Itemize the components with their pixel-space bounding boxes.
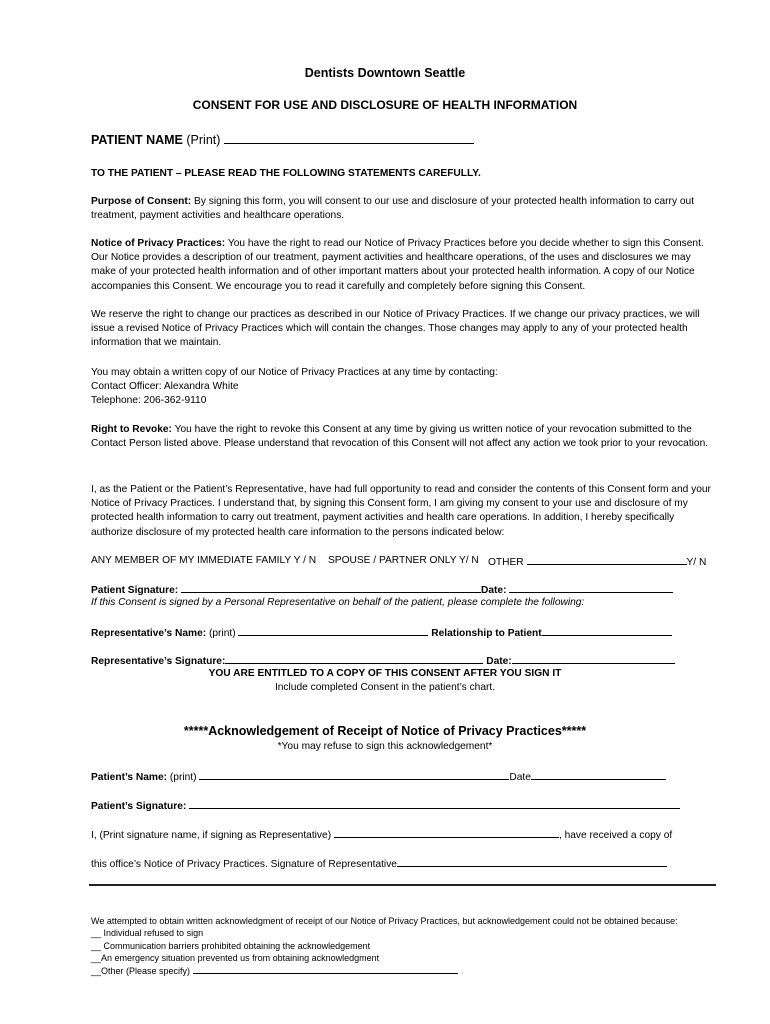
footer-other-field[interactable]	[193, 965, 458, 974]
footer-option-other-row	[91, 965, 458, 978]
rep-date-field[interactable]	[512, 653, 675, 664]
rep-name-label: Representative’s Name:	[91, 628, 207, 639]
patient-name-print: (Print)	[186, 133, 221, 147]
revoke-text: You have the right to revoke this Consent at any time by giving us written notice of your revocation submitted to the Contact Person listed above. Please understand that revocation of this Consent will not affect any action we took prior to your revocation.	[91, 424, 709, 450]
rep-date-label: Date:	[486, 656, 512, 667]
disclosure-other	[488, 554, 706, 570]
footer-option-emergency[interactable]: __An emergency situation prevented us from obtaining acknowledgment	[91, 953, 380, 963]
patient-name-field[interactable]	[224, 133, 474, 144]
section-divider	[89, 884, 716, 886]
footer-option-refused[interactable]: __ Individual refused to sign	[91, 928, 204, 938]
ack-patient-signature-field[interactable]	[189, 798, 680, 809]
ack-patient-name-label: Patient’s Name:	[91, 772, 168, 783]
patient-signature-label: Patient Signature:	[91, 585, 179, 596]
ack-print-sig-label: I, (Print signature name, if signing as Representative)	[91, 830, 332, 841]
ack-date-label: Date	[509, 772, 531, 783]
rep-note	[91, 596, 584, 610]
rep-name-field[interactable]	[238, 625, 428, 636]
rep-name-row	[91, 625, 672, 641]
rep-note-text: If this Consent is signed by a Personal Representative on behalf of the patient, please complete the following:	[91, 597, 585, 608]
revoke-heading: Right to Revoke:	[91, 424, 172, 435]
copy-text: You may obtain a written copy of our Notice of Privacy Practices at any time by contacting:	[91, 367, 498, 378]
clinic-name: Dentists Downtown Seattle	[304, 66, 466, 80]
ack-rep-signature-row	[91, 856, 667, 872]
disclosure-family[interactable]: ANY MEMBER OF MY IMMEDIATE FAMILY Y / N	[91, 555, 317, 566]
relationship-field[interactable]	[542, 625, 672, 636]
disclosure-other-field[interactable]	[527, 554, 687, 565]
ack-patient-signature-row	[91, 798, 680, 814]
form-title: CONSENT FOR USE AND DISCLOSURE OF HEALTH INFORMATION	[192, 98, 578, 112]
ack-received-copy: , have received a copy of	[558, 830, 673, 841]
notice-text: You have the right to read our Notice of Privacy Practices before you decide whether to sign this Consent. Our Notice provides a description of our treatment, payment activities and healthcare operations, of the uses and disclosures we may make of your protected health information and of other important matters about your protected health information. A copy of our Notice accompanies this Consent. We encourage you to read it carefully and completely before signing this Consent.	[91, 238, 704, 292]
include-chart-note: Include completed Consent in the patient’s chart.	[274, 682, 496, 693]
notice-paragraph	[91, 237, 716, 294]
ack-patient-signature-label: Patient’s Signature:	[91, 801, 187, 812]
purpose-paragraph	[91, 195, 716, 223]
rep-signature-label: Representative’s Signature:	[91, 656, 226, 667]
ack-rep-signature-field[interactable]	[397, 856, 667, 867]
entitled-notice: YOU ARE ENTITLED TO A COPY OF THIS CONSENT AFTER YOU SIGN IT	[208, 668, 562, 679]
patient-date-label: Date:	[481, 585, 507, 596]
disclosure-spouse[interactable]: SPOUSE / PARTNER ONLY Y/ N	[328, 555, 479, 566]
ack-patient-name-print: (print)	[169, 772, 197, 783]
relationship-label: Relationship to Patient	[431, 628, 542, 639]
footer-option-barriers[interactable]: __ Communication barriers prohibited obtaining the acknowledgement	[91, 941, 371, 951]
ack-print-sig-row	[91, 827, 672, 843]
patient-name-label: PATIENT NAME	[91, 133, 183, 147]
notice-heading: Notice of Privacy Practices:	[91, 238, 226, 249]
telephone: Telephone: 206-362-9110	[91, 395, 207, 406]
authorization-paragraph: I, as the Patient or the Patient’s Representative, have had full opportunity to read and consider the contents of this Consent form and your Notice of Privacy Practices. I understand that, by signing this Consent form, I am giving my consent to your use and disclosure of my protected health information to carry out treatment, payment activities and health care operations. In addition, I hereby specifically authorize disclosure of my protected health care information to the persons indicated below:	[91, 484, 711, 538]
footer-option-other[interactable]: __Other (Please specify)	[91, 966, 191, 976]
purpose-heading: Purpose of Consent:	[91, 196, 192, 207]
rep-name-print: (print)	[208, 628, 236, 639]
ack-office-notice: this office’s Notice of Privacy Practices. Signature of Representative	[91, 859, 397, 870]
instruction-heading: TO THE PATIENT – PLEASE READ THE FOLLOWING STATEMENTS CAREFULLY.	[91, 168, 481, 179]
patient-name-row	[91, 133, 474, 147]
purpose-text: By signing this form, you will consent to our use and disclosure of your protected health information to carry out treatment, payment activities and healthcare operations.	[91, 196, 695, 222]
ack-refuse-note: *You may refuse to sign this acknowledgement*	[277, 741, 493, 752]
ack-patient-name-field[interactable]	[199, 769, 509, 780]
patient-signature-field[interactable]	[181, 582, 481, 593]
ack-print-sig-field[interactable]	[334, 827, 559, 838]
disclosure-other-label: OTHER	[488, 557, 524, 568]
patient-date-field[interactable]	[509, 582, 673, 593]
revoke-paragraph	[91, 423, 716, 451]
footer-attempted: We attempted to obtain written acknowledgment of receipt of our Notice of Privacy Practices, but acknowledgement could not be obtained because:	[91, 916, 678, 926]
ack-date-field[interactable]	[531, 769, 666, 780]
contact-officer: Contact Officer: Alexandra White	[91, 381, 239, 392]
rep-signature-field[interactable]	[225, 653, 483, 664]
disclosure-other-yn[interactable]: Y/ N	[686, 557, 707, 568]
reserve-paragraph: We reserve the right to change our practices as described in our Notice of Privacy Practices. If we change our privacy practices, we will issue a revised Notice of Privacy Practices which will contain the changes. Those changes may apply to any of your protected health information that we maintain.	[91, 309, 700, 349]
ack-patient-name-row	[91, 769, 666, 785]
ack-title: *****Acknowledgement of Receipt of Notice of Privacy Practices*****	[183, 724, 587, 738]
